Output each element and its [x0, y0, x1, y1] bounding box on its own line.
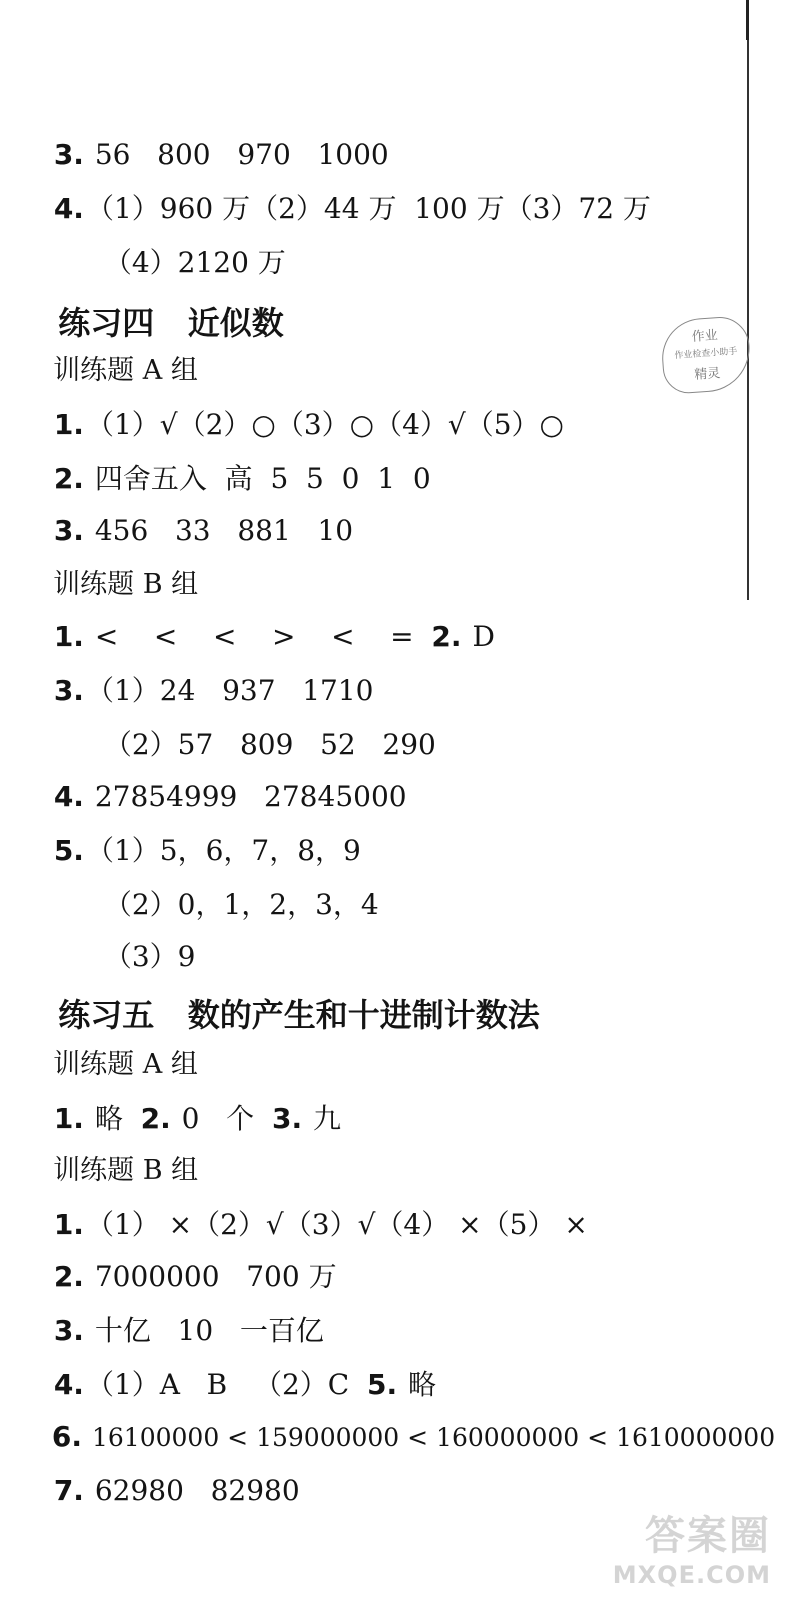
answer-line-1: 1.（1）√（2）○（3）○（4）√（5）○: [53, 408, 564, 441]
answer-line-3: 3.（1）24 937 1710: [53, 674, 374, 707]
answer-line-1-2-3: 1. 略 2. 0 个 3. 九: [53, 1102, 342, 1135]
page-edge-rule: [747, 0, 749, 600]
subheading-group-a: 训练题 A 组: [53, 355, 198, 386]
answer-line-2: 2. 四舍五入 高 5 5 0 1 0: [53, 462, 431, 495]
subheading-group-a: 训练题 A 组: [53, 1049, 198, 1080]
answer-line-7: 7. 62980 82980: [53, 1474, 300, 1507]
answer-line-1-and-2: 1. < < < > < = 2. D: [53, 620, 495, 653]
homework-helper-stamp: 作业 作业检查小助手 精灵: [660, 315, 753, 395]
answer-line-4-continued: （4）2120 万: [103, 246, 286, 279]
answer-line-1: 1.（1） ×（2）√（3）√（4） ×（5） ×: [53, 1208, 588, 1241]
subheading-group-b: 训练题 B 组: [53, 569, 199, 600]
answer-line-4: 4. 27854999 27845000: [53, 780, 407, 813]
answer-line-4-and-5: 4.（1）A B （2）C 5. 略: [53, 1368, 437, 1401]
answer-line-5: 5.（1）5，6，7，8，9: [53, 834, 361, 867]
answer-line-5-part-3: （3）9: [103, 940, 196, 973]
answer-line-5-part-2: （2）0，1，2，3，4: [103, 888, 379, 921]
answer-line-3: 3. 十亿 10 一百亿: [53, 1314, 324, 1347]
section-heading-exercise-5: 练习五 数的产生和十进制计数法: [58, 996, 540, 1034]
answer-line-3-continued: （2）57 809 52 290: [103, 728, 436, 761]
answer-line-6: 6. 16100000 < 159000000 < 160000000 < 1610000000: [51, 1420, 776, 1453]
answer-line-3: 3. 456 33 881 10: [53, 514, 354, 547]
site-watermark-logo: 答案圈 MXQE.COM: [612, 1513, 771, 1589]
answer-line-4: 4.（1）960 万（2）44 万 100 万（3）72 万: [53, 192, 651, 225]
answer-line-3: 3. 56 800 970 1000: [53, 138, 389, 171]
subheading-group-b: 训练题 B 组: [53, 1155, 199, 1186]
answer-line-2: 2. 7000000 700 万: [53, 1260, 337, 1293]
section-heading-exercise-4: 练习四 近似数: [58, 304, 284, 342]
